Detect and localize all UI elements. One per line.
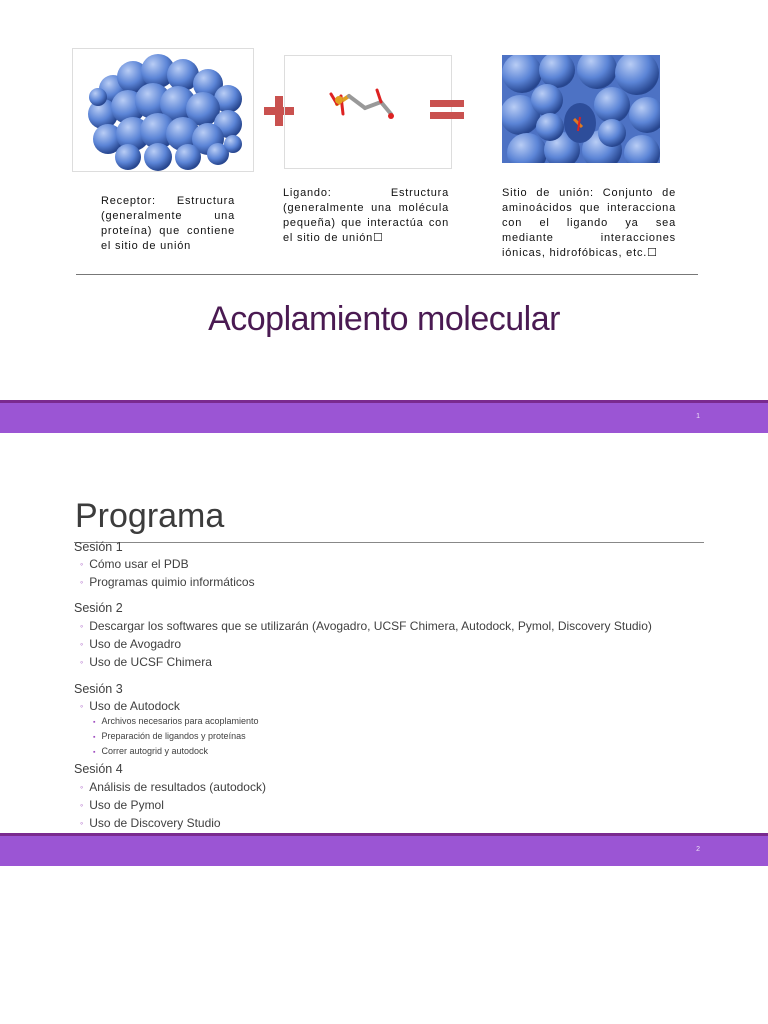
bullet-icon: ▪	[93, 719, 96, 726]
list-item: ◦ Cómo usar el PDB	[80, 557, 189, 571]
sub-list-item: ▪ Preparación de ligandos y proteínas	[93, 731, 246, 741]
ligand-image	[284, 55, 452, 169]
list-item: ◦ Descargar los softwares que se utilizarán (Avogadro, UCSF Chimera, Autodock, Pymol, Discovery Studio)	[80, 619, 652, 633]
footer-band	[0, 400, 768, 433]
receptor-image	[72, 48, 254, 172]
session-label: Sesión 2	[74, 601, 123, 615]
bullet-icon: ◦	[80, 800, 84, 810]
bullet-icon: ◦	[80, 577, 84, 587]
list-item: ◦ Uso de Pymol	[80, 798, 164, 812]
bullet-icon: ◦	[80, 818, 84, 828]
slide-title: Programa	[75, 497, 225, 535]
equals-icon	[430, 98, 464, 122]
ligand-caption: Ligando: Estructura (generalmente una molécula pequeña) que interactúa con el sitio de unión☐	[283, 187, 449, 244]
list-item: ◦ Uso de UCSF Chimera	[80, 655, 212, 669]
divider	[76, 274, 698, 275]
list-item: ◦ Análisis de resultados (autodock)	[80, 780, 266, 794]
bullet-icon: ▪	[93, 749, 96, 756]
title-underline	[74, 542, 704, 543]
list-item: ◦ Uso de Avogadro	[80, 637, 182, 651]
binding-site-caption: Sitio de unión: Conjunto de aminoácidos que interacciona con el ligando ya sea mediante interacciones iónicas, hidrofóbicas, etc.☐	[502, 187, 676, 259]
slide-2	[0, 433, 768, 867]
session-label: Sesión 1	[74, 540, 123, 554]
sub-list-item: ▪ Archivos necesarios para acoplamiento	[93, 716, 259, 726]
session-label: Sesión 3	[74, 682, 123, 696]
sub-list-item: ▪ Correr autogrid y autodock	[93, 746, 209, 756]
slide-title: Acoplamiento molecular	[208, 300, 560, 338]
session-label: Sesión 4	[74, 762, 123, 776]
slide-1	[0, 0, 768, 433]
list-item: ◦ Uso de Autodock	[80, 699, 180, 713]
list-item: ◦ Uso de Discovery Studio	[80, 816, 221, 830]
bullet-icon: ◦	[80, 621, 84, 631]
list-item: ◦ Programas quimio informáticos	[80, 575, 255, 589]
bullet-icon: ▪	[93, 734, 96, 741]
bullet-icon: ◦	[80, 657, 84, 667]
receptor-caption: Receptor: Estructura (generalmente una proteína) que contiene el sitio de unión	[101, 195, 235, 252]
page-number: 2	[696, 846, 700, 853]
page-number: 1	[696, 413, 700, 420]
bullet-icon: ◦	[80, 701, 84, 711]
binding-site-image	[502, 55, 660, 163]
bullet-icon: ◦	[80, 559, 84, 569]
bullet-icon: ◦	[80, 639, 84, 649]
bullet-icon: ◦	[80, 782, 84, 792]
footer-band	[0, 833, 768, 866]
